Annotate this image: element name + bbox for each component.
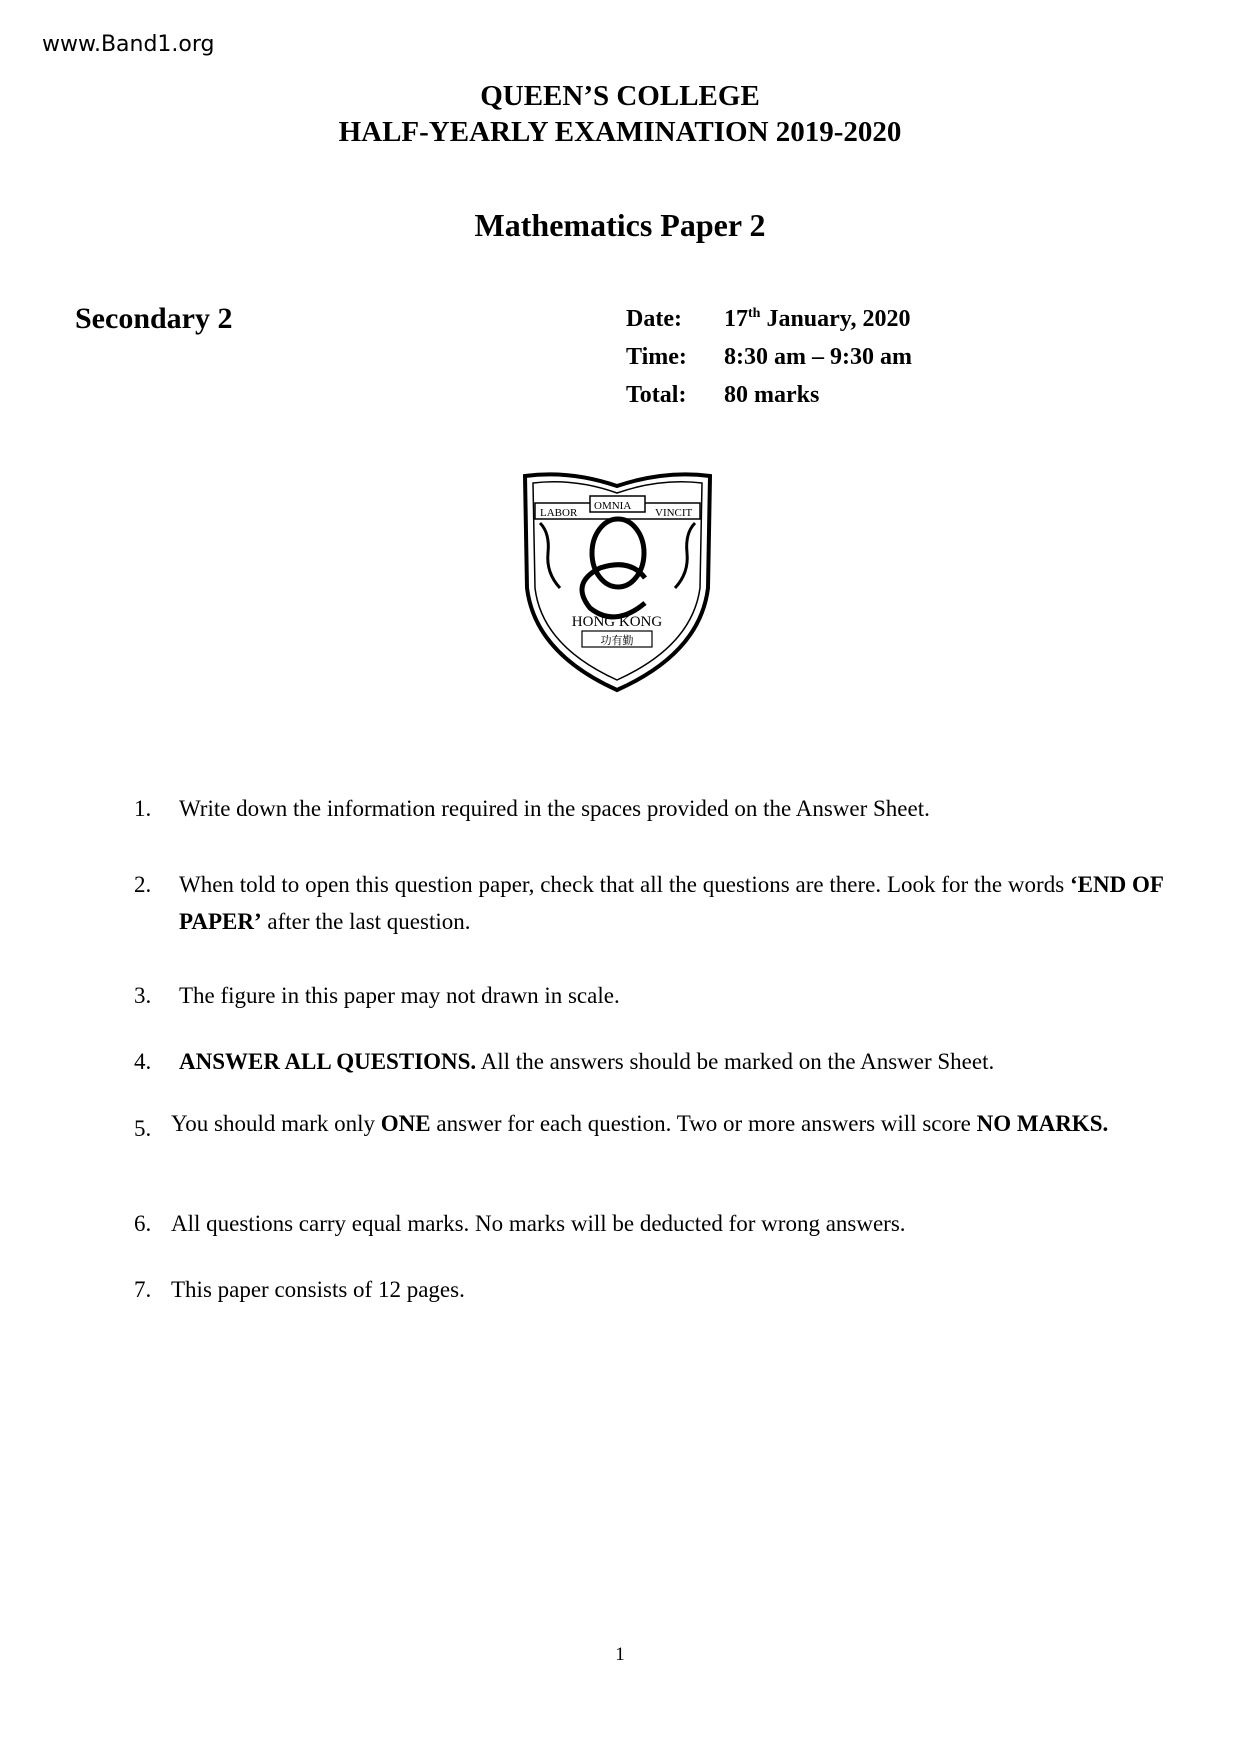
watermark: www.Band1.org — [42, 32, 215, 57]
text: All the answers should be marked on the Answer Sheet. — [476, 1049, 995, 1074]
bold-text: ‘END OF PAPER’ — [179, 872, 1164, 934]
motto-labor: LABOR — [540, 507, 578, 519]
date-label: Date: — [626, 306, 682, 332]
school-crest-logo — [520, 468, 715, 693]
date-rest: January, 2020 — [760, 306, 911, 332]
instruction-number: 2. — [134, 872, 152, 897]
crest-place: HONG KONG — [571, 614, 663, 630]
total-label: Total: — [626, 382, 687, 408]
time-label: Time: — [626, 344, 687, 370]
level: Secondary 2 — [75, 302, 233, 335]
school-name: QUEEN’S COLLEGE — [480, 80, 760, 112]
instruction-3: The figure in this paper may not drawn in scale. — [179, 983, 620, 1008]
bold-text: ANSWER ALL QUESTIONS. — [179, 1049, 477, 1074]
instruction-number: 1. — [134, 796, 152, 821]
bold-text: NO MARKS. — [976, 1111, 1109, 1136]
date-day: 17 — [724, 306, 748, 332]
text: When told to open this question paper, check that all the questions are there. Look for the words — [179, 872, 1070, 897]
crest-chinese: 功有勤 — [600, 635, 634, 647]
instruction-5 — [171, 1110, 1164, 1138]
text: You should mark only — [171, 1111, 381, 1136]
instruction-number: 7. — [134, 1277, 152, 1302]
motto-omnia: OMNIA — [594, 500, 632, 512]
instruction-6: All questions carry equal marks. No marks will be deducted for wrong answers. — [171, 1211, 906, 1236]
instruction-7: This paper consists of 12 pages. — [171, 1277, 465, 1302]
instruction-number: 5. — [134, 1116, 152, 1141]
page-number: 1 — [615, 1644, 625, 1665]
total-value: 80 marks — [724, 382, 820, 408]
instruction-number: 6. — [134, 1211, 152, 1236]
instruction-1: Write down the information required in the spaces provided on the Answer Sheet. — [179, 796, 930, 821]
text: answer for each question. Two or more answers will score — [430, 1111, 977, 1136]
instruction-number: 3. — [134, 983, 152, 1008]
text: after the last question. — [261, 909, 471, 934]
instruction-2 — [179, 866, 1164, 940]
exam-title: HALF-YEARLY EXAMINATION 2019-2020 — [338, 116, 902, 148]
instruction-number: 4. — [134, 1049, 152, 1074]
date-value — [724, 306, 910, 333]
paper-title: Mathematics Paper 2 — [474, 207, 766, 243]
date-suffix: th — [748, 306, 761, 321]
bold-text: ONE — [380, 1111, 431, 1136]
time-value: 8:30 am – 9:30 am — [724, 344, 912, 370]
instruction-4 — [179, 1043, 1164, 1080]
motto-vincit: VINCIT — [655, 507, 693, 519]
